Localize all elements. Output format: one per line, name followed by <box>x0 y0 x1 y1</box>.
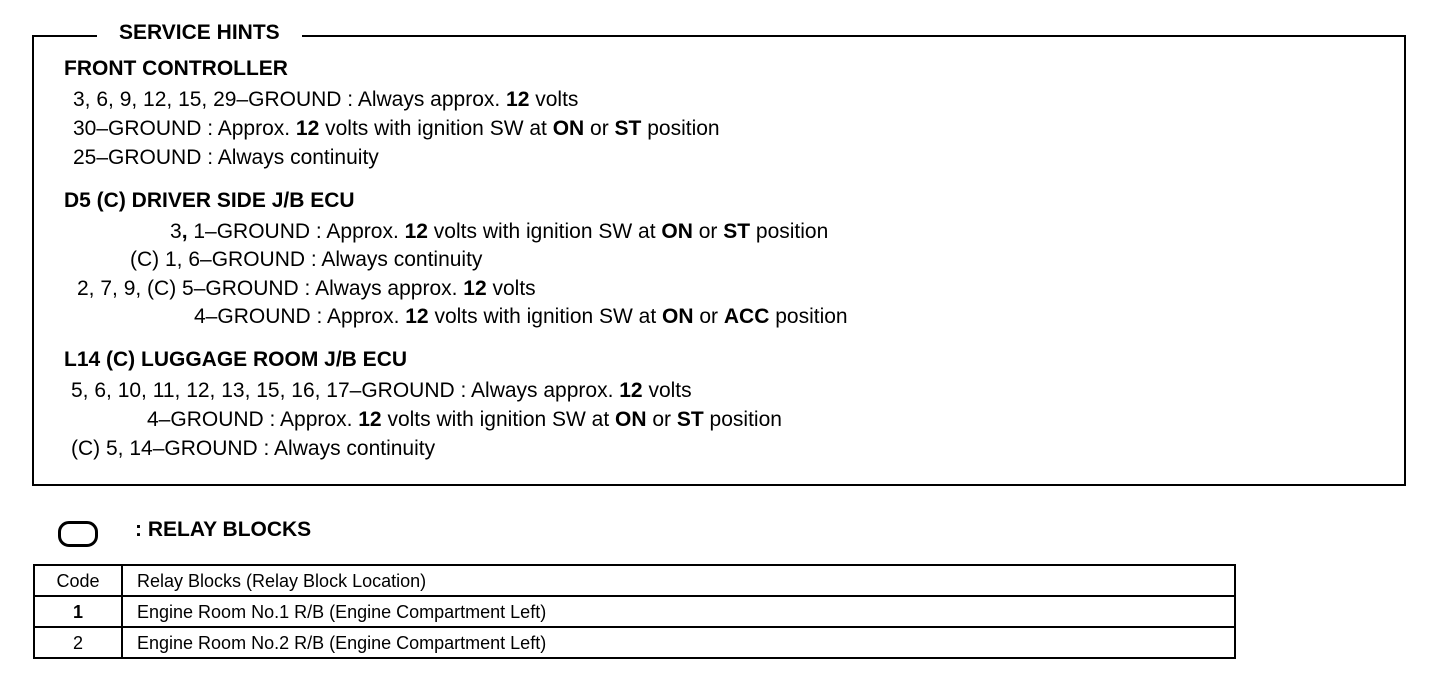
section-heading-driver-side-jb-ecu: D5 (C) DRIVER SIDE J/B ECU <box>64 189 355 212</box>
table-header-row <box>34 565 1235 596</box>
hint-line: 4–GROUND : Approx. 12 volts with ignition SW at ON or ST position <box>147 408 782 431</box>
code-cell: 1 <box>34 596 122 627</box>
section-heading-luggage-room-jb-ecu: L14 (C) LUGGAGE ROOM J/B ECU <box>64 348 408 371</box>
relay-blocks-table <box>33 564 1236 659</box>
hint-line: 2, 7, 9, (C) 5–GROUND : Always approx. 12 volts <box>77 277 536 300</box>
table-row <box>34 627 1235 658</box>
rounded-rectangle-icon <box>58 521 98 547</box>
relay-block-name: Engine Room No.1 R/B (Engine Compartment Left) <box>122 596 1235 627</box>
section-heading-front-controller: FRONT CONTROLLER <box>64 57 288 80</box>
hint-line: (C) 5, 14–GROUND : Always continuity <box>71 437 436 460</box>
hint-line: 30–GROUND : Approx. 12 volts with ignition SW at ON or ST position <box>73 117 720 140</box>
hint-line: 3, 1–GROUND : Approx. 12 volts with ignition SW at ON or ST position <box>170 220 829 243</box>
code-cell: 2 <box>34 627 122 658</box>
hint-line: 5, 6, 10, 11, 12, 13, 15, 16, 17–GROUND : Always approx. 12 volts <box>71 379 692 402</box>
header-code: Code <box>34 565 122 596</box>
service-hints-title: SERVICE HINTS <box>97 20 302 46</box>
hint-line: 3, 6, 9, 12, 15, 29–GROUND : Always approx. 12 volts <box>73 88 579 111</box>
header-relay-blocks: Relay Blocks (Relay Block Location) <box>122 565 1235 596</box>
table-row <box>34 596 1235 627</box>
hint-line: 4–GROUND : Approx. 12 volts with ignition SW at ON or ACC position <box>194 305 848 328</box>
hint-line: 25–GROUND : Always continuity <box>73 146 379 169</box>
hint-line: (C) 1, 6–GROUND : Always continuity <box>130 248 483 271</box>
relay-blocks-label: : RELAY BLOCKS <box>135 518 312 541</box>
relay-block-name: Engine Room No.2 R/B (Engine Compartment Left) <box>122 627 1235 658</box>
